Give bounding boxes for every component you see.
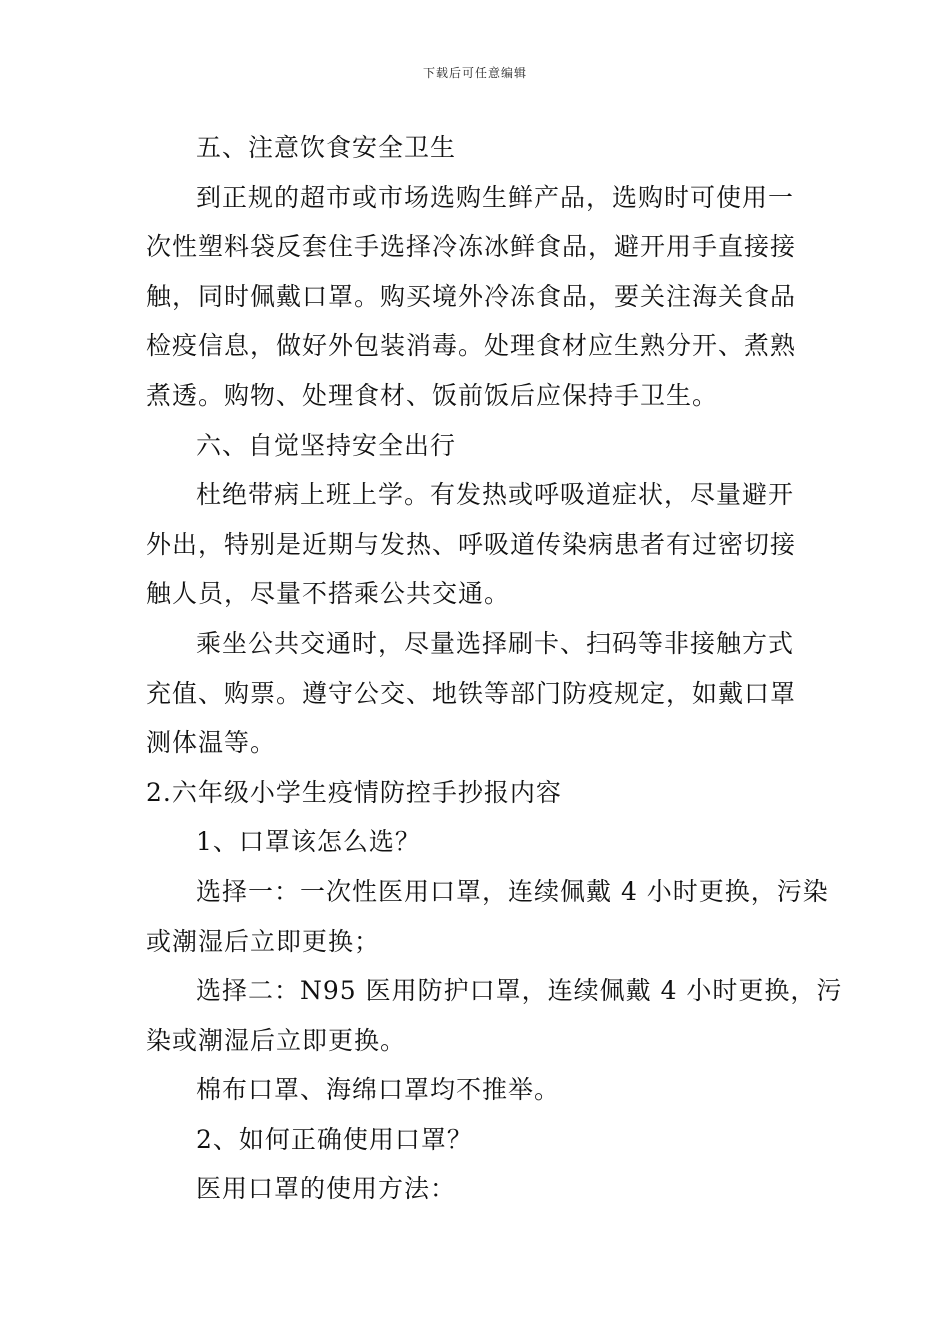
paragraph-line: 外出，特别是近期与发热、呼吸道传染病患者有过密切接 xyxy=(146,529,797,559)
paragraph-line: 杜绝带病上班上学。有发热或呼吸道症状，尽量避开 xyxy=(196,480,795,510)
paragraph-line: 染或潮湿后立即更换。 xyxy=(146,1025,407,1055)
paragraph-line: 煮透。购物、处理食材、饭前饭后应保持手卫生。 xyxy=(146,380,719,410)
question-heading: 2、如何正确使用口罩？ xyxy=(196,1124,473,1154)
paragraph-line: 医用口罩的使用方法： xyxy=(196,1174,457,1204)
paragraph-line: 选择一：一次性医用口罩，连续佩戴 4 小时更换，污染 xyxy=(196,876,829,906)
paragraph-line: 次性塑料袋反套住手选择冷冻冰鲜食品，避开用手直接接 xyxy=(146,232,797,262)
paragraph-line: 触，同时佩戴口罩。购买境外冷冻食品，要关注海关食品 xyxy=(146,281,797,311)
paragraph-line: 选择二：N95 医用防护口罩，连续佩戴 4 小时更换，污 xyxy=(196,976,843,1006)
section-title: 2.六年级小学生疫情防控手抄报内容 xyxy=(146,777,562,807)
paragraph-line: 到正规的超市或市场选购生鲜产品，选购时可使用一 xyxy=(196,182,795,212)
question-heading: 1、口罩该怎么选？ xyxy=(196,827,421,857)
header-note: 下载后可任意编辑 xyxy=(422,66,527,80)
section-heading: 五、注意饮食安全卫生 xyxy=(196,133,457,162)
section-heading: 六、自觉坚持安全出行 xyxy=(196,430,457,460)
paragraph-line: 测体温等。 xyxy=(146,728,277,758)
paragraph-line: 检疫信息，做好外包装消毒。处理食材应生熟分开、煮熟 xyxy=(146,331,797,361)
document-body xyxy=(146,123,843,1214)
paragraph-line: 棉布口罩、海绵口罩均不推举。 xyxy=(196,1075,561,1105)
paragraph-line: 或潮湿后立即更换； xyxy=(146,926,381,956)
paragraph-line: 触人员，尽量不搭乘公共交通。 xyxy=(146,579,511,609)
paragraph-line: 充值、购票。遵守公交、地铁等部门防疫规定，如戴口罩 xyxy=(146,678,797,708)
paragraph-line: 乘坐公共交通时，尽量选择刷卡、扫码等非接触方式 xyxy=(196,628,795,658)
